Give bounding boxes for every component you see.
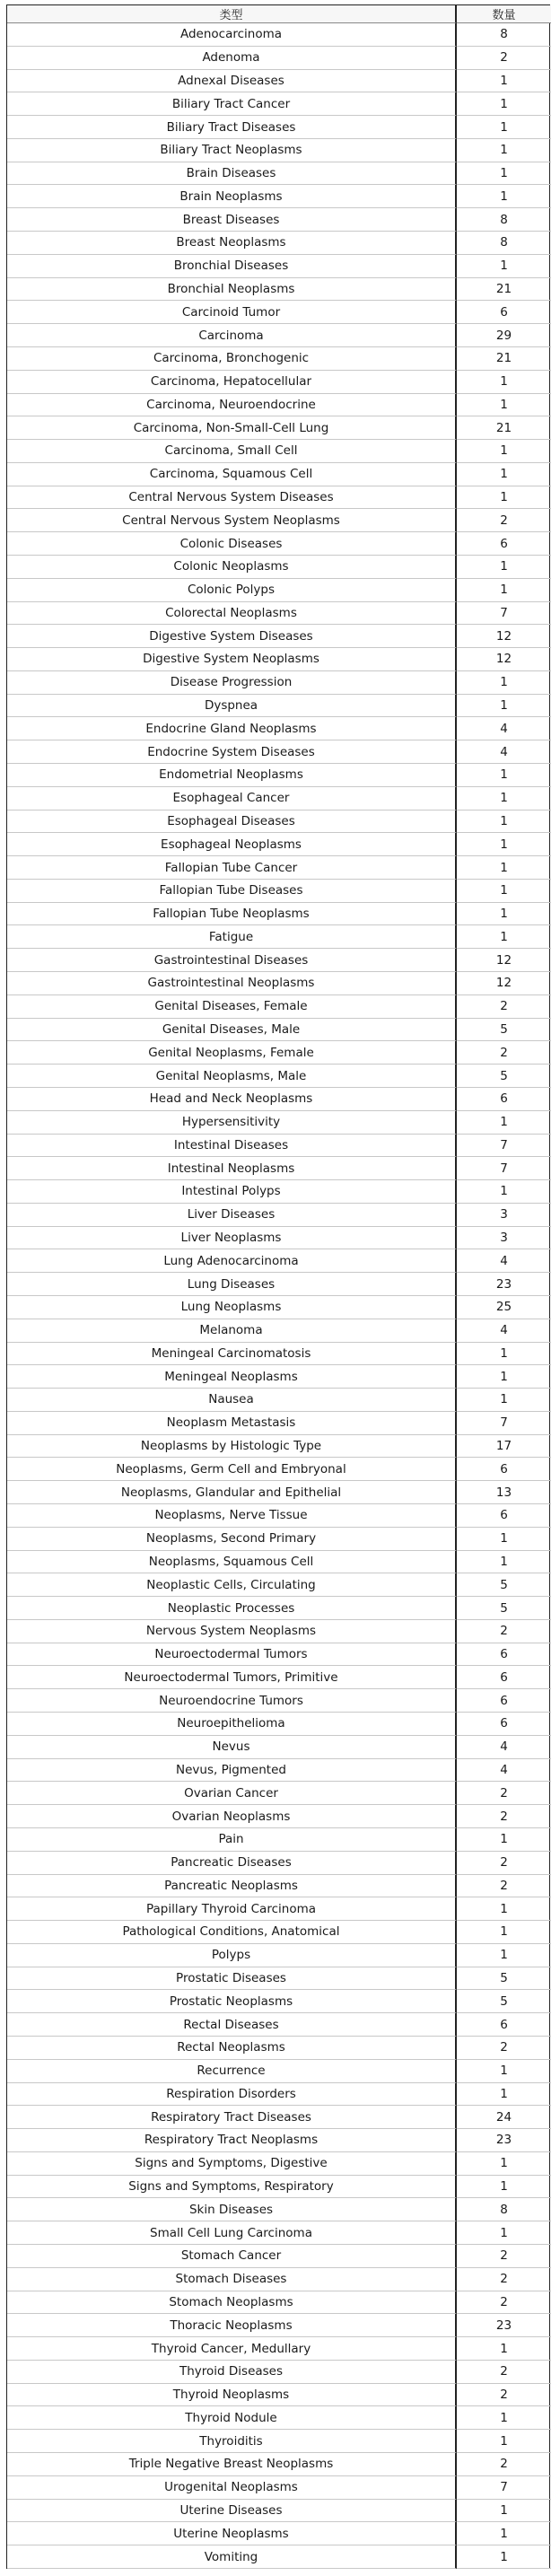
row-type-cell: Colonic Polyps [7, 579, 457, 602]
row-type-cell: Neoplasms, Germ Cell and Embryonal [7, 1458, 457, 1481]
row-count-cell: 5 [457, 1019, 551, 1042]
row-type-cell: Colonic Diseases [7, 532, 457, 556]
row-count-cell: 1 [457, 116, 551, 139]
row-count-cell: 1 [457, 1921, 551, 1944]
row-count-cell: 1 [457, 1551, 551, 1574]
row-type-cell: Thoracic Neoplasms [7, 2314, 457, 2337]
row-type-cell: Ovarian Cancer [7, 1782, 457, 1805]
row-type-cell: Adenoma [7, 47, 457, 70]
row-type-cell: Biliary Tract Neoplasms [7, 139, 457, 162]
row-type-cell: Endocrine System Diseases [7, 740, 457, 764]
row-type-cell: Pathological Conditions, Anatomical [7, 1921, 457, 1944]
row-type-cell: Triple Negative Breast Neoplasms [7, 2453, 457, 2476]
row-count-cell: 5 [457, 1967, 551, 1991]
row-count-cell: 8 [457, 23, 551, 47]
row-type-cell: Head and Neck Neoplasms [7, 1088, 457, 1111]
row-count-cell: 2 [457, 509, 551, 532]
row-type-cell: Neuroendocrine Tumors [7, 1689, 457, 1713]
row-count-cell: 8 [457, 232, 551, 255]
row-count-cell: 6 [457, 1666, 551, 1689]
row-count-cell: 2 [457, 2037, 551, 2060]
row-type-cell: Thyroiditis [7, 2430, 457, 2453]
row-type-cell: Ovarian Neoplasms [7, 1805, 457, 1828]
row-type-cell: Pancreatic Neoplasms [7, 1875, 457, 1898]
row-type-cell: Neoplasms by Histologic Type [7, 1435, 457, 1459]
row-count-cell: 2 [457, 2245, 551, 2268]
row-type-cell: Neuroectodermal Tumors, Primitive [7, 1666, 457, 1689]
row-type-cell: Fallopian Tube Diseases [7, 880, 457, 903]
row-type-cell: Liver Neoplasms [7, 1227, 457, 1250]
header-type: 类型 [7, 5, 457, 23]
row-type-cell: Pain [7, 1828, 457, 1852]
row-count-cell: 6 [457, 2013, 551, 2037]
row-type-cell: Disease Progression [7, 671, 457, 695]
row-type-cell: Polyps [7, 1944, 457, 1967]
row-count-cell: 2 [457, 2384, 551, 2407]
row-type-cell: Neoplasms, Second Primary [7, 1528, 457, 1551]
row-type-cell: Respiration Disorders [7, 2083, 457, 2107]
row-count-cell: 5 [457, 1597, 551, 1620]
row-type-cell: Lung Adenocarcinoma [7, 1249, 457, 1273]
row-type-cell: Thyroid Cancer, Medullary [7, 2337, 457, 2361]
row-count-cell: 17 [457, 1435, 551, 1459]
row-type-cell: Carcinoma, Hepatocellular [7, 371, 457, 394]
row-count-cell: 2 [457, 1875, 551, 1898]
row-count-cell: 1 [457, 1897, 551, 1921]
row-type-cell: Urogenital Neoplasms [7, 2476, 457, 2500]
row-count-cell: 6 [457, 1689, 551, 1713]
row-type-cell: Carcinoma [7, 324, 457, 347]
row-type-cell: Rectal Neoplasms [7, 2037, 457, 2060]
row-count-cell: 6 [457, 1504, 551, 1528]
row-count-cell: 2 [457, 47, 551, 70]
row-type-cell: Brain Diseases [7, 162, 457, 186]
row-count-cell: 1 [457, 1944, 551, 1967]
row-count-cell: 5 [457, 1065, 551, 1088]
row-type-cell: Stomach Diseases [7, 2268, 457, 2291]
row-type-cell: Carcinoma, Non-Small-Cell Lung [7, 416, 457, 440]
row-count-cell: 1 [457, 255, 551, 278]
row-type-cell: Digestive System Neoplasms [7, 648, 457, 671]
row-count-cell: 6 [457, 1643, 551, 1667]
row-count-cell: 1 [457, 1528, 551, 1551]
row-type-cell: Neoplasms, Squamous Cell [7, 1551, 457, 1574]
row-type-cell: Carcinoma, Bronchogenic [7, 347, 457, 371]
row-type-cell: Small Cell Lung Carcinoma [7, 2221, 457, 2245]
row-type-cell: Esophageal Cancer [7, 787, 457, 810]
row-type-cell: Esophageal Neoplasms [7, 833, 457, 856]
row-count-cell: 2 [457, 1041, 551, 1065]
row-count-cell: 1 [457, 1111, 551, 1135]
row-type-cell: Neoplastic Processes [7, 1597, 457, 1620]
row-count-cell: 1 [457, 2083, 551, 2107]
row-type-cell: Meningeal Neoplasms [7, 1365, 457, 1389]
row-count-cell: 2 [457, 1620, 551, 1643]
row-type-cell: Neoplasms, Nerve Tissue [7, 1504, 457, 1528]
row-count-cell: 2 [457, 2361, 551, 2384]
row-type-cell: Thyroid Diseases [7, 2361, 457, 2384]
row-type-cell: Signs and Symptoms, Respiratory [7, 2176, 457, 2199]
row-type-cell: Lung Neoplasms [7, 1296, 457, 1319]
row-type-cell: Bronchial Neoplasms [7, 278, 457, 302]
row-count-cell: 21 [457, 347, 551, 371]
row-count-cell: 4 [457, 740, 551, 764]
row-type-cell: Carcinoma, Neuroendocrine [7, 394, 457, 417]
row-type-cell: Respiratory Tract Neoplasms [7, 2129, 457, 2152]
row-count-cell: 5 [457, 1990, 551, 2013]
row-count-cell: 2 [457, 995, 551, 1019]
row-type-cell: Signs and Symptoms, Digestive [7, 2152, 457, 2176]
row-count-cell: 2 [457, 2291, 551, 2315]
row-type-cell: Breast Diseases [7, 208, 457, 232]
row-count-cell: 1 [457, 2152, 551, 2176]
row-count-cell: 1 [457, 486, 551, 510]
row-type-cell: Intestinal Diseases [7, 1135, 457, 1158]
row-count-cell: 1 [457, 70, 551, 93]
row-type-cell: Nervous System Neoplasms [7, 1620, 457, 1643]
row-count-cell: 12 [457, 949, 551, 972]
row-count-cell: 1 [457, 463, 551, 486]
row-count-cell: 3 [457, 1204, 551, 1227]
row-count-cell: 1 [457, 764, 551, 787]
row-type-cell: Stomach Neoplasms [7, 2291, 457, 2315]
row-count-cell: 1 [457, 1389, 551, 1412]
row-type-cell: Respiratory Tract Diseases [7, 2106, 457, 2129]
row-count-cell: 23 [457, 2314, 551, 2337]
row-count-cell: 2 [457, 1782, 551, 1805]
row-count-cell: 1 [457, 2176, 551, 2199]
row-type-cell: Vomiting [7, 2545, 457, 2569]
row-count-cell: 6 [457, 1458, 551, 1481]
row-count-cell: 12 [457, 625, 551, 648]
row-type-cell: Prostatic Diseases [7, 1967, 457, 1991]
row-count-cell: 1 [457, 556, 551, 579]
row-type-cell: Genital Diseases, Female [7, 995, 457, 1019]
row-type-cell: Nevus, Pigmented [7, 1759, 457, 1783]
row-count-cell: 13 [457, 1481, 551, 1504]
row-type-cell: Nevus [7, 1736, 457, 1759]
row-type-cell: Liver Diseases [7, 1204, 457, 1227]
row-type-cell: Gastrointestinal Neoplasms [7, 972, 457, 995]
row-type-cell: Stomach Cancer [7, 2245, 457, 2268]
row-type-cell: Nausea [7, 1389, 457, 1412]
row-type-cell: Fallopian Tube Cancer [7, 856, 457, 880]
row-type-cell: Prostatic Neoplasms [7, 1990, 457, 2013]
row-type-cell: Thyroid Nodule [7, 2406, 457, 2430]
row-count-cell: 1 [457, 2406, 551, 2430]
row-type-cell: Melanoma [7, 1319, 457, 1343]
row-type-cell: Biliary Tract Diseases [7, 116, 457, 139]
row-count-cell: 1 [457, 2221, 551, 2245]
row-count-cell: 1 [457, 695, 551, 718]
row-count-cell: 1 [457, 1343, 551, 1366]
row-count-cell: 23 [457, 1273, 551, 1296]
row-type-cell: Meningeal Carcinomatosis [7, 1343, 457, 1366]
row-type-cell: Endocrine Gland Neoplasms [7, 717, 457, 740]
row-count-cell: 1 [457, 856, 551, 880]
row-type-cell: Uterine Neoplasms [7, 2522, 457, 2545]
row-type-cell: Fatigue [7, 925, 457, 949]
row-type-cell: Intestinal Polyps [7, 1180, 457, 1204]
row-count-cell: 8 [457, 208, 551, 232]
row-type-cell: Adnexal Diseases [7, 70, 457, 93]
row-type-cell: Dyspnea [7, 695, 457, 718]
row-count-cell: 1 [457, 2060, 551, 2083]
row-type-cell: Endometrial Neoplasms [7, 764, 457, 787]
row-count-cell: 7 [457, 2476, 551, 2500]
row-count-cell: 4 [457, 1249, 551, 1273]
row-type-cell: Breast Neoplasms [7, 232, 457, 255]
row-count-cell: 2 [457, 2453, 551, 2476]
row-type-cell: Colorectal Neoplasms [7, 602, 457, 626]
row-count-cell: 1 [457, 1365, 551, 1389]
row-type-cell: Hypersensitivity [7, 1111, 457, 1135]
row-type-cell: Carcinoma, Small Cell [7, 440, 457, 463]
row-type-cell: Central Nervous System Neoplasms [7, 509, 457, 532]
row-count-cell: 24 [457, 2106, 551, 2129]
row-type-cell: Neuroepithelioma [7, 1713, 457, 1736]
row-type-cell: Genital Diseases, Male [7, 1019, 457, 1042]
row-count-cell: 23 [457, 2129, 551, 2152]
row-type-cell: Neuroectodermal Tumors [7, 1643, 457, 1667]
row-type-cell: Digestive System Diseases [7, 625, 457, 648]
row-type-cell: Gastrointestinal Diseases [7, 949, 457, 972]
row-count-cell: 1 [457, 1828, 551, 1852]
row-count-cell: 2 [457, 2268, 551, 2291]
row-count-cell: 1 [457, 787, 551, 810]
row-type-cell: Carcinoma, Squamous Cell [7, 463, 457, 486]
row-type-cell: Fallopian Tube Neoplasms [7, 903, 457, 926]
row-type-cell: Biliary Tract Cancer [7, 92, 457, 116]
row-count-cell: 1 [457, 833, 551, 856]
row-type-cell: Uterine Diseases [7, 2500, 457, 2523]
row-count-cell: 7 [457, 1412, 551, 1435]
row-type-cell: Bronchial Diseases [7, 255, 457, 278]
row-count-cell: 12 [457, 648, 551, 671]
row-count-cell: 1 [457, 2337, 551, 2361]
row-type-cell: Neoplastic Cells, Circulating [7, 1573, 457, 1597]
row-count-cell: 1 [457, 880, 551, 903]
row-type-cell: Papillary Thyroid Carcinoma [7, 1897, 457, 1921]
row-type-cell: Thyroid Neoplasms [7, 2384, 457, 2407]
row-count-cell: 1 [457, 2545, 551, 2569]
row-type-cell: Esophageal Diseases [7, 810, 457, 834]
row-count-cell: 4 [457, 1319, 551, 1343]
row-count-cell: 4 [457, 717, 551, 740]
row-type-cell: Neoplasm Metastasis [7, 1412, 457, 1435]
row-type-cell: Skin Diseases [7, 2198, 457, 2221]
row-count-cell: 1 [457, 579, 551, 602]
row-type-cell: Brain Neoplasms [7, 185, 457, 208]
disease-count-table [6, 4, 550, 2569]
row-count-cell: 2 [457, 1852, 551, 1875]
row-count-cell: 1 [457, 92, 551, 116]
row-type-cell: Colonic Neoplasms [7, 556, 457, 579]
header-count: 数量 [457, 5, 551, 23]
row-type-cell: Genital Neoplasms, Male [7, 1065, 457, 1088]
row-count-cell: 1 [457, 671, 551, 695]
row-count-cell: 1 [457, 371, 551, 394]
row-count-cell: 7 [457, 1157, 551, 1180]
row-count-cell: 1 [457, 810, 551, 834]
row-count-cell: 1 [457, 185, 551, 208]
row-count-cell: 21 [457, 278, 551, 302]
row-count-cell: 6 [457, 1088, 551, 1111]
row-count-cell: 21 [457, 416, 551, 440]
row-type-cell: Carcinoid Tumor [7, 301, 457, 324]
row-count-cell: 6 [457, 301, 551, 324]
row-count-cell: 6 [457, 1713, 551, 1736]
row-count-cell: 7 [457, 1135, 551, 1158]
row-type-cell: Recurrence [7, 2060, 457, 2083]
row-count-cell: 25 [457, 1296, 551, 1319]
row-count-cell: 8 [457, 2198, 551, 2221]
row-count-cell: 1 [457, 925, 551, 949]
row-count-cell: 7 [457, 602, 551, 626]
row-count-cell: 2 [457, 1805, 551, 1828]
row-count-cell: 4 [457, 1759, 551, 1783]
row-count-cell: 1 [457, 2500, 551, 2523]
row-count-cell: 6 [457, 532, 551, 556]
row-type-cell: Neoplasms, Glandular and Epithelial [7, 1481, 457, 1504]
row-type-cell: Central Nervous System Diseases [7, 486, 457, 510]
row-type-cell: Intestinal Neoplasms [7, 1157, 457, 1180]
row-type-cell: Genital Neoplasms, Female [7, 1041, 457, 1065]
row-type-cell: Pancreatic Diseases [7, 1852, 457, 1875]
row-count-cell: 1 [457, 139, 551, 162]
row-type-cell: Rectal Diseases [7, 2013, 457, 2037]
row-count-cell: 1 [457, 2430, 551, 2453]
row-count-cell: 5 [457, 1573, 551, 1597]
row-count-cell: 1 [457, 1180, 551, 1204]
row-count-cell: 4 [457, 1736, 551, 1759]
row-count-cell: 1 [457, 2522, 551, 2545]
row-type-cell: Adenocarcinoma [7, 23, 457, 47]
row-count-cell: 1 [457, 903, 551, 926]
row-count-cell: 1 [457, 440, 551, 463]
row-count-cell: 12 [457, 972, 551, 995]
row-count-cell: 1 [457, 394, 551, 417]
row-count-cell: 1 [457, 162, 551, 186]
row-type-cell: Lung Diseases [7, 1273, 457, 1296]
row-count-cell: 29 [457, 324, 551, 347]
row-count-cell: 3 [457, 1227, 551, 1250]
